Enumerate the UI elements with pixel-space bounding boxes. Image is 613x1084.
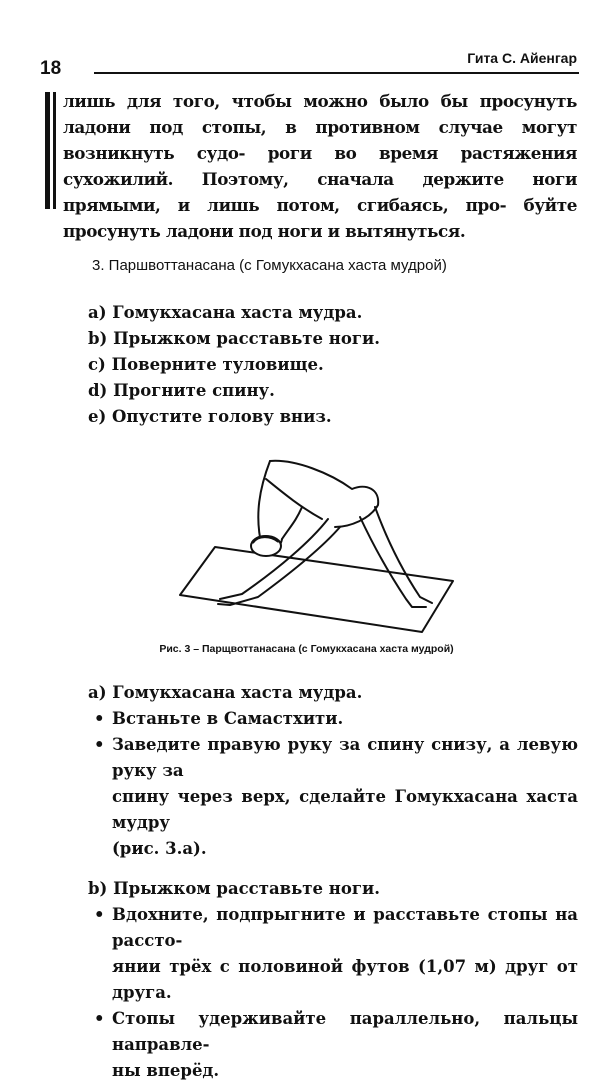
bullet-list xyxy=(88,902,578,1084)
bullet-item xyxy=(88,1006,578,1084)
step-item: a) Гомукхасана хаста мудра. xyxy=(88,303,363,322)
bullet-icon: • xyxy=(94,735,105,754)
intro-line: держите ноги прямыми, и лишь потом, сгибаясь, про- xyxy=(63,169,578,215)
running-head: Гита С. Айенгар xyxy=(467,50,577,66)
instructions xyxy=(88,680,578,1084)
margin-bar xyxy=(53,92,56,209)
page-number: 18 xyxy=(40,58,62,79)
torso-underside xyxy=(266,479,322,519)
intro-line: под стопы, в противном случае могут возникнуть судо- xyxy=(63,117,577,163)
step-item: c) Поверните туловище. xyxy=(88,355,324,374)
bullet-text: Встаньте в Самастхити. xyxy=(112,709,344,728)
intro-paragraph xyxy=(63,88,577,244)
bullet-text: спину через верх, сделайте Гомукхасана хаста мудру xyxy=(112,787,578,832)
margin-bar xyxy=(45,92,50,209)
bullet-list xyxy=(88,706,578,862)
bullet-item xyxy=(88,706,578,732)
bullet-text: Вдохните, подпрыгните и расставьте стопы на рассто- xyxy=(112,905,578,950)
bullet-item xyxy=(88,902,578,1006)
bullet-text: (рис. 3.а). xyxy=(112,839,207,858)
step-item: d) Прогните спину. xyxy=(88,381,275,400)
bullet-text: Стопы удерживайте параллельно, пальцы направле- xyxy=(112,1009,578,1054)
pose-illustration xyxy=(170,447,470,637)
bullet-text: Заведите правую руку за спину снизу, а левую руку за xyxy=(112,735,578,780)
yoga-mat xyxy=(180,547,453,632)
bullet-item xyxy=(88,732,578,862)
intro-line: роги во время растяжения сухожилий. Поэтому, сначала xyxy=(63,143,577,189)
instruction-title: b) Прыжком расставьте ноги. xyxy=(88,879,380,898)
lower-arm xyxy=(282,507,302,539)
bullet-text: янии трёх с половиной футов (1,07 м) друг от друга. xyxy=(112,957,578,1002)
step-item: e) Опустите голову вниз. xyxy=(88,407,332,426)
bullet-icon: • xyxy=(94,905,105,924)
intro-line: лишь для того, чтобы можно было бы просунуть ладони xyxy=(63,91,577,137)
figure-caption: Рис. 3 – Парщвоттанасана (с Гомукхасана хаста мудрой) xyxy=(159,643,454,655)
bullet-text: ны вперёд. xyxy=(112,1061,220,1080)
section-heading: 3. Паршвоттанасана (с Гомукхасана хаста мудрой) xyxy=(92,257,447,274)
instruction-title: a) Гомукхасана хаста мудра. xyxy=(88,683,363,702)
bullet-icon: • xyxy=(94,709,105,728)
intro-line: буйте просунуть ладони под ноги и вытянуться. xyxy=(63,195,577,241)
step-item: b) Прыжком расставьте ноги. xyxy=(88,329,380,348)
step-list xyxy=(88,300,380,430)
bullet-icon: • xyxy=(94,1009,105,1028)
header-rule xyxy=(94,72,579,74)
